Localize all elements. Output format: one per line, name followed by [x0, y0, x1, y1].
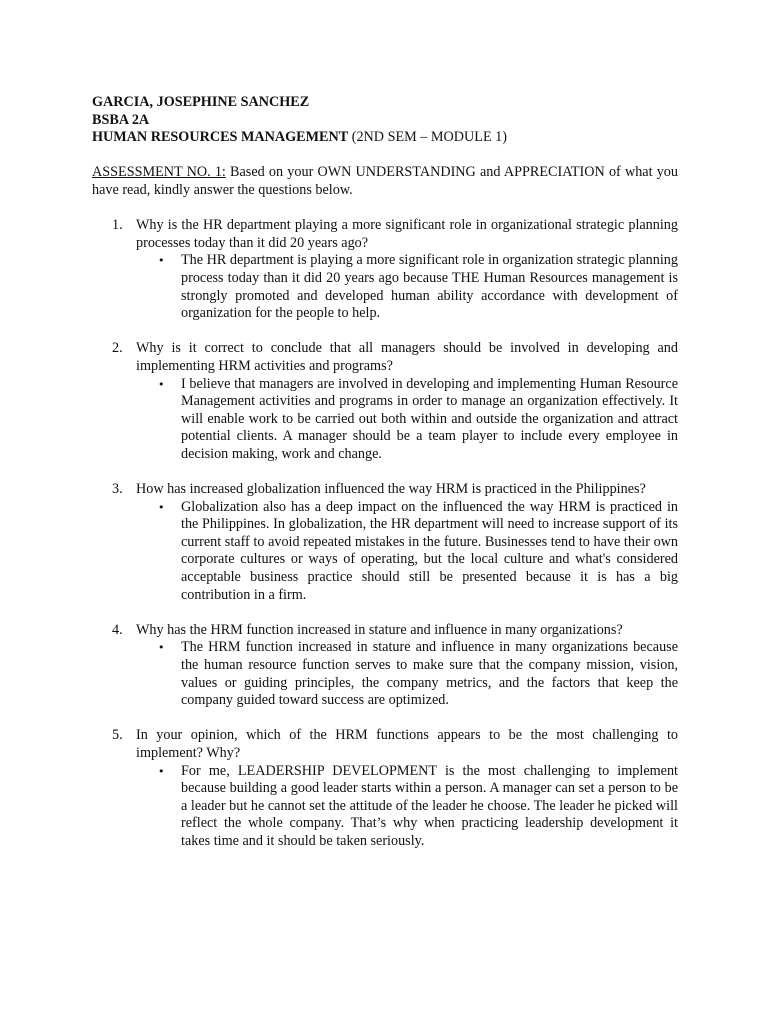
- answer-text: The HRM function increased in stature and influence in many organizations because the human resource function serves to make sure that the company mission, vision, values or guiding principles, the company metrics, and the factors that keep the company guided toward success are optimized.: [181, 639, 678, 709]
- bullet-icon: •: [158, 764, 165, 778]
- answer-item: [136, 763, 678, 851]
- student-name: GARCIA, JOSEPHINE SANCHEZ: [92, 94, 310, 110]
- assessment-instructions: Based on your OWN UNDERSTANDING and APPRECIATION of what you have read, kindly answer the questions below.: [92, 164, 678, 198]
- student-section: BSBA 2A: [92, 111, 150, 128]
- answer-text: For me, LEADERSHIP DEVELOPMENT is the most challenging to implement because building a good leader starts within a person. A manager can set a person to be a leader but he cannot set the attitude of the leader he choose. The leader he picked will reflect the whole company. That’s why when practicing leadership development it takes time and it should be taken seriously.: [181, 762, 678, 849]
- assessment-label: ASSESSMENT NO. 1:: [92, 164, 226, 181]
- question-text: Why has the HRM function increased in stature and influence in many organizations?: [136, 621, 623, 638]
- answer-item: [136, 499, 678, 605]
- bullet-icon: •: [158, 641, 165, 655]
- answer-text: I believe that managers are involved in developing and implementing Human Resource Management activities and programs in order to manage an organization effectively. It will enable work to be carried out both within and outside the organization and attract potential clients. A manager should be a team player to include every employee in decision making, work and change.: [181, 375, 678, 462]
- question-number: 1.: [112, 217, 123, 234]
- question-text: How has increased globalization influenced the way HRM is practiced in the Philippines?: [136, 481, 646, 498]
- question-number: 3.: [112, 481, 123, 498]
- course-name: HUMAN RESOURCES MANAGEMENT: [92, 129, 349, 146]
- question-text: Why is the HR department playing a more significant role in organizational strategic planning processes today than it did 20 years ago?: [136, 217, 678, 251]
- document-page: [92, 94, 678, 868]
- bullet-icon: •: [158, 377, 165, 391]
- question-number: 4.: [112, 621, 123, 638]
- question-text: Why is it correct to conclude that all managers should be involved in developing and implementing HRM activities and programs?: [136, 340, 678, 374]
- assessment-intro: [92, 164, 678, 199]
- answer-item: [136, 376, 678, 464]
- answer-item: [136, 252, 678, 322]
- question-list: [92, 217, 678, 850]
- course-title: [92, 129, 678, 147]
- bullet-icon: •: [158, 500, 165, 514]
- question-item: [92, 340, 678, 463]
- answer-item: [136, 639, 678, 709]
- answer-text: Globalization also has a deep impact on the influenced the way HRM is practiced in the Philippines. In globalization, the HR department will need to increase support of its current staff to avoid repeated mistakes in the future. Businesses tend to have their own corporate cultures or ways of operating, but the local culture and what's considered acceptable business practice should still be presented because it is has a big contribution in a firm.: [181, 498, 678, 603]
- question-number: 2.: [112, 340, 123, 357]
- question-item: [92, 622, 678, 710]
- question-number: 5.: [112, 727, 123, 744]
- question-item: [92, 727, 678, 850]
- answer-text: The HR department is playing a more significant role in organization strategic planning process today than it did 20 years ago because THE Human Resources management is strongly promoted and developed human ability accordance with development of organization for the people to help.: [181, 252, 678, 322]
- question-text: In your opinion, which of the HRM functions appears to be the most challenging to implement? Why?: [136, 727, 678, 761]
- bullet-icon: •: [158, 254, 165, 268]
- course-detail: (2ND SEM – MODULE 1): [348, 129, 507, 146]
- question-item: [92, 217, 678, 323]
- question-item: [92, 481, 678, 604]
